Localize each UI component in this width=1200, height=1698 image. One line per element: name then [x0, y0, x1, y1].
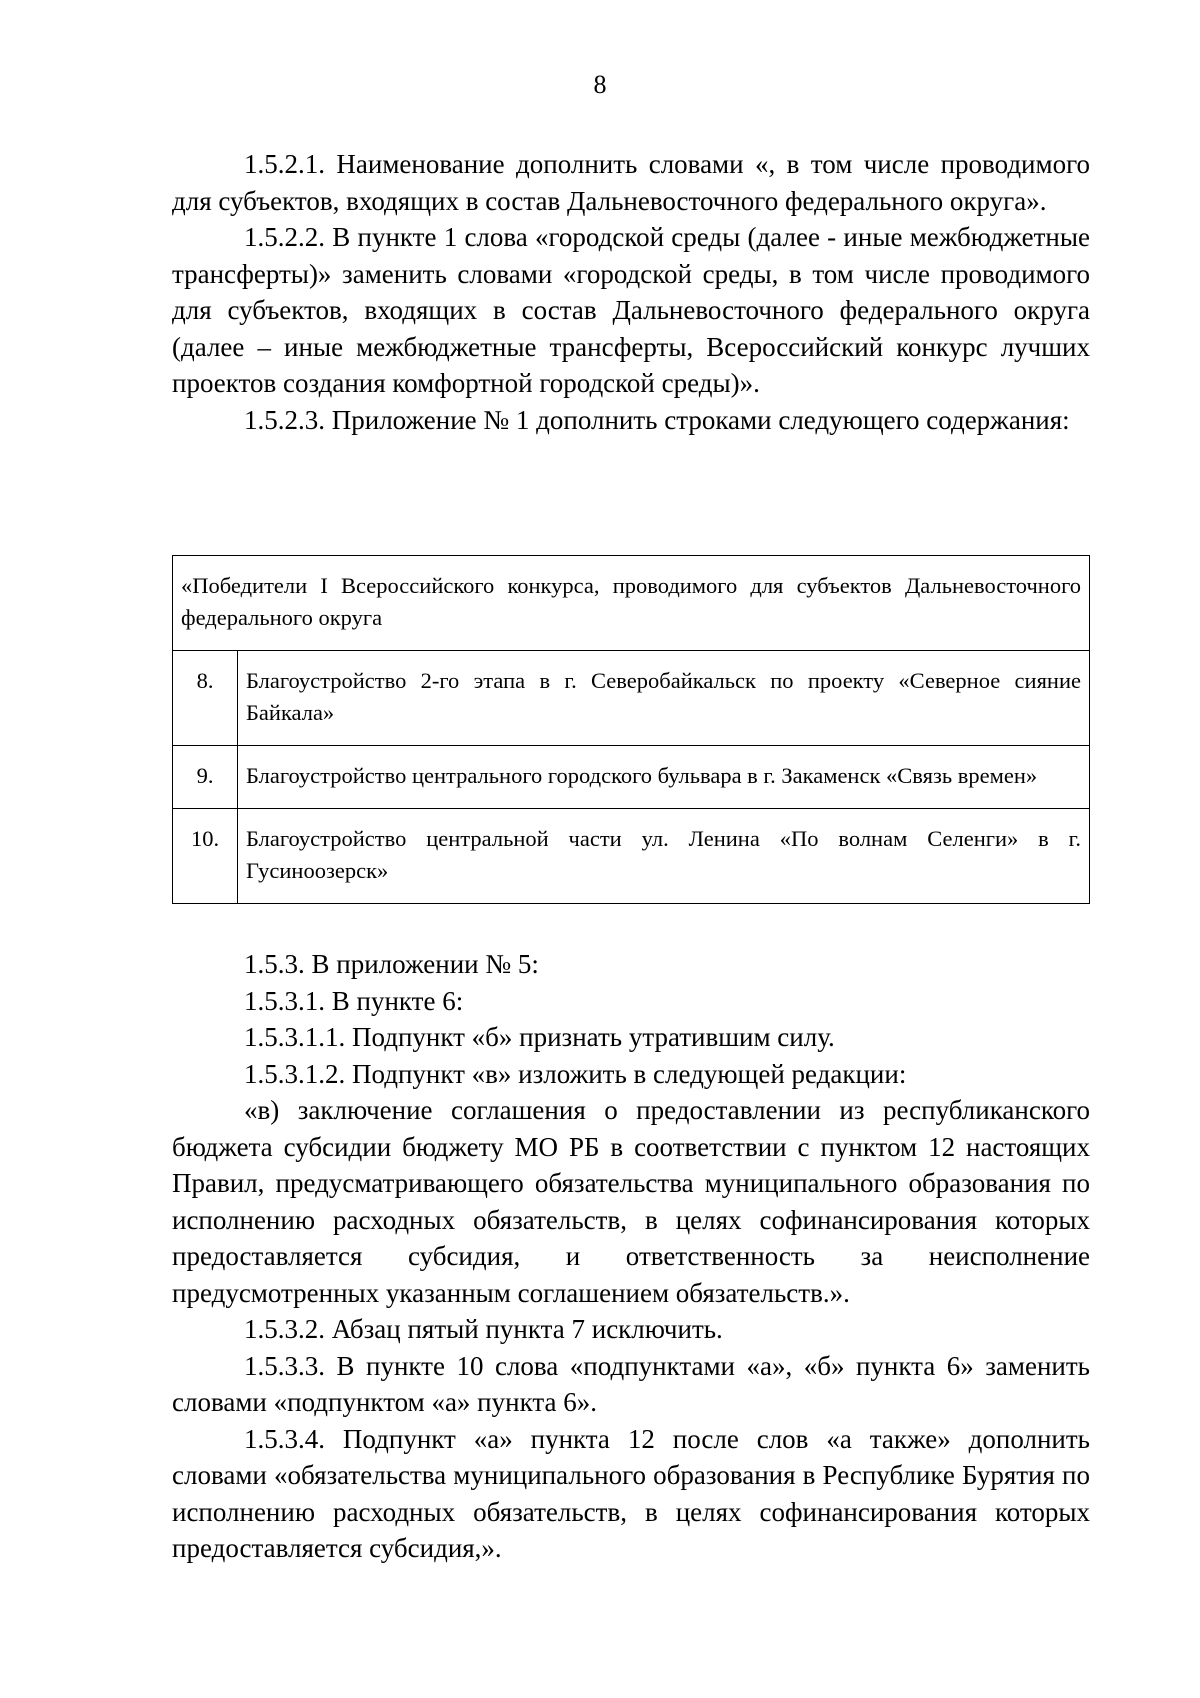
- row-number: 10.: [173, 809, 238, 904]
- table-header-cell: «Победители I Всероссийского конкурса, проводимого для субъектов Дальневосточного федерального округа: [173, 556, 1090, 651]
- amendments-section-1-5-2: [172, 146, 1090, 438]
- amendments-section-1-5-3: [172, 946, 1090, 1567]
- row-number: 8.: [173, 651, 238, 746]
- paragraph-1-5-3-1: 1.5.3.1. В пункте 6:: [244, 985, 464, 1016]
- row-text: Благоустройство 2-го этапа в г. Северобайкальск по проекту «Северное сияние Байкала»: [238, 651, 1090, 746]
- table-row: [173, 809, 1090, 904]
- table-header-row: [173, 556, 1090, 651]
- paragraph-1-5-3-1-2: 1.5.3.1.2. Подпункт «в» изложить в следующей редакции:: [244, 1058, 907, 1089]
- paragraph-1-5-2-3: 1.5.2.3. Приложение № 1 дополнить строками следующего содержания:: [244, 404, 1070, 435]
- page-number: 8: [593, 70, 607, 99]
- paragraph-1-5-3: 1.5.3. В приложении № 5:: [244, 949, 539, 979]
- paragraph-1-5-3-2: 1.5.3.2. Абзац пятый пункта 7 исключить.: [244, 1314, 723, 1344]
- row-number: 9.: [173, 746, 238, 809]
- paragraph-1-5-3-1-1: 1.5.3.1.1. Подпункт «б» признать утратившим силу.: [244, 1022, 835, 1052]
- table-row: [173, 746, 1090, 809]
- row-text: Благоустройство центральной части ул. Ленина «По волнам Селенги» в г. Гусиноозерск»: [238, 809, 1090, 904]
- table-row: [173, 651, 1090, 746]
- row-text: Благоустройство центрального городского бульвара в г. Закаменск «Связь времен»: [238, 746, 1090, 809]
- paragraph-quoted-subitem-v: «в) заключение соглашения о предоставлении из республиканского бюджета субсидии бюджету МО РБ в соответствии с пунктом 12 настоящих Правил, предусматривающего обязательства муниципального образования по исполнению расходных обязательств, в целях софинансирования которых предоставляется субсидия, и ответственность за неисполнение предусмотренных указанным соглашением обязательств.».: [172, 1095, 1090, 1308]
- paragraph-1-5-3-4: 1.5.3.4. Подпункт «а» пункта 12 после слов «а также» дополнить словами «обязательства муниципального образования в Республике Бурятия по исполнению расходных обязательств, в целях софинансирования которых предоставляется субсидия,».: [172, 1423, 1090, 1563]
- winners-table: [172, 555, 1090, 904]
- paragraph-1-5-2-1: 1.5.2.1. Наименование дополнить словами «, в том числе проводимого для субъектов, входящих в состав Дальневосточного федерального округа».: [172, 149, 1090, 216]
- paragraph-1-5-2-2: 1.5.2.2. В пункте 1 слова «городской среды (далее - иные межбюджетные трансферты)» заменить словами «городской среды, в том числе проводимого для субъектов, входящих в состав Дальневосточного федерального округа (далее – иные межбюджетные трансферты, Всероссийский конкурс лучших проектов создания комфортной городской среды)».: [172, 222, 1090, 398]
- paragraph-1-5-3-3: 1.5.3.3. В пункте 10 слова «подпунктами «а», «б» пункта 6» заменить словами «подпунктом «а» пункта 6».: [172, 1350, 1090, 1417]
